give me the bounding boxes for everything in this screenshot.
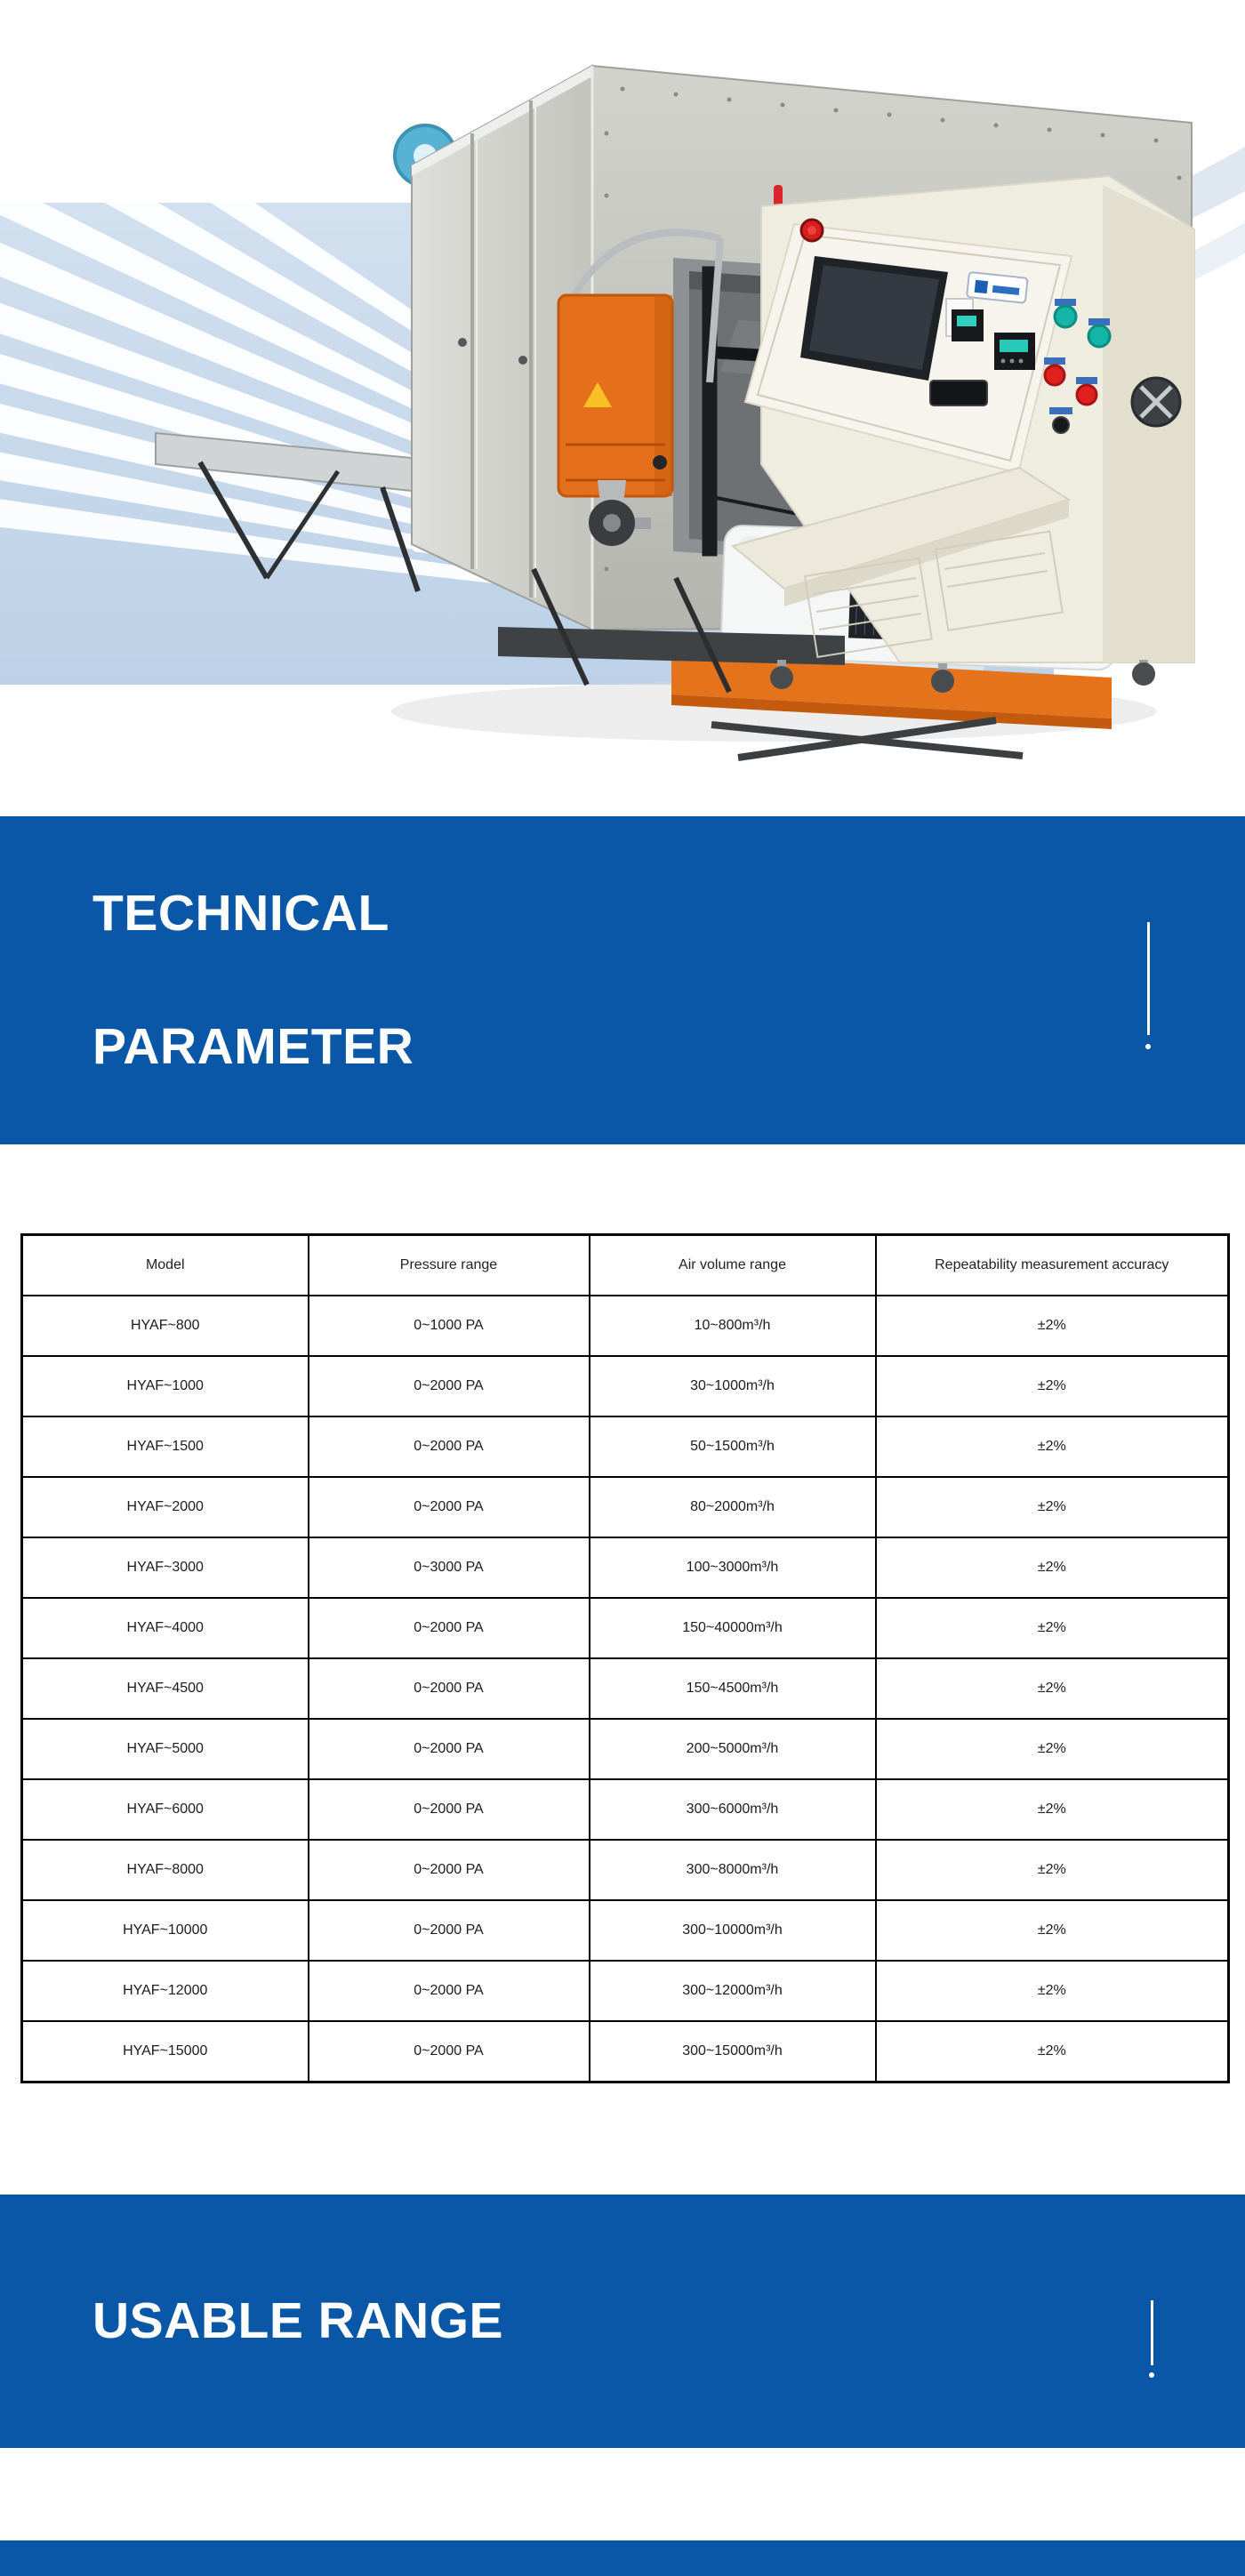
table-cell: 0~2000 PA bbox=[309, 1356, 590, 1416]
table-cell: HYAF~4500 bbox=[22, 1658, 309, 1719]
table-row bbox=[22, 2021, 1229, 2082]
table-cell: ±2% bbox=[876, 1840, 1229, 1900]
brand-logo bbox=[967, 272, 1028, 303]
table-cell: 300~6000m³/h bbox=[590, 1779, 876, 1840]
section-title-line2: PARAMETER bbox=[92, 1018, 414, 1075]
decorative-line bbox=[1147, 922, 1150, 1035]
table-cell: HYAF~10000 bbox=[22, 1900, 309, 1961]
machine-illustration bbox=[0, 0, 1245, 800]
table-cell: HYAF~1500 bbox=[22, 1416, 309, 1477]
table-cell: 50~1500m³/h bbox=[590, 1416, 876, 1477]
decorative-dot bbox=[1145, 1044, 1151, 1049]
table-header-cell: Air volume range bbox=[590, 1235, 876, 1296]
table-cell: 300~8000m³/h bbox=[590, 1840, 876, 1900]
table-cell: 0~2000 PA bbox=[309, 1477, 590, 1537]
technical-parameter-table-wrap bbox=[20, 1233, 1230, 2083]
table-cell: HYAF~5000 bbox=[22, 1719, 309, 1779]
name-plate bbox=[930, 381, 987, 405]
table-row bbox=[22, 1416, 1229, 1477]
table-cell: 150~4500m³/h bbox=[590, 1658, 876, 1719]
table-cell: ±2% bbox=[876, 2021, 1229, 2082]
table-row bbox=[22, 1598, 1229, 1658]
table-cell: 300~15000m³/h bbox=[590, 2021, 876, 2082]
table-cell: 80~2000m³/h bbox=[590, 1477, 876, 1537]
cooling-fan-icon bbox=[1132, 378, 1180, 426]
table-cell: 0~2000 PA bbox=[309, 1840, 590, 1900]
table-row bbox=[22, 1779, 1229, 1840]
decorative-dot bbox=[1149, 2372, 1154, 2378]
section-title: USABLE RANGE bbox=[92, 2292, 504, 2349]
table-row bbox=[22, 1961, 1229, 2021]
table-cell: 150~40000m³/h bbox=[590, 1598, 876, 1658]
table-cell: 300~12000m³/h bbox=[590, 1961, 876, 2021]
table-cell: 0~2000 PA bbox=[309, 1961, 590, 2021]
section-title-line1: TECHNICAL bbox=[92, 885, 390, 942]
table-cell: 0~2000 PA bbox=[309, 1416, 590, 1477]
table-row bbox=[22, 1477, 1229, 1537]
table-row bbox=[22, 1296, 1229, 1356]
section-banner-usable-range bbox=[0, 2195, 1245, 2448]
table-cell: 0~2000 PA bbox=[309, 2021, 590, 2082]
table-cell: ±2% bbox=[876, 1477, 1229, 1537]
next-section-banner-edge bbox=[0, 2540, 1245, 2576]
table-cell: HYAF~12000 bbox=[22, 1961, 309, 2021]
table-cell: 100~3000m³/h bbox=[590, 1537, 876, 1598]
section-title bbox=[92, 814, 1245, 1147]
table-row bbox=[22, 1658, 1229, 1719]
table-cell: ±2% bbox=[876, 1537, 1229, 1598]
table-row bbox=[22, 1356, 1229, 1416]
section-banner-technical-parameter bbox=[0, 816, 1245, 1144]
table-row bbox=[22, 1900, 1229, 1961]
decorative-line bbox=[1151, 2300, 1153, 2365]
table-cell: HYAF~4000 bbox=[22, 1598, 309, 1658]
table-cell: 0~2000 PA bbox=[309, 1658, 590, 1719]
table-cell: ±2% bbox=[876, 1719, 1229, 1779]
table-cell: HYAF~6000 bbox=[22, 1779, 309, 1840]
table-cell: HYAF~1000 bbox=[22, 1356, 309, 1416]
table-cell: 0~2000 PA bbox=[309, 1779, 590, 1840]
table-cell: ±2% bbox=[876, 1658, 1229, 1719]
technical-parameter-table bbox=[20, 1233, 1230, 2083]
table-header-row bbox=[22, 1235, 1229, 1296]
table-row bbox=[22, 1537, 1229, 1598]
table-cell: 200~5000m³/h bbox=[590, 1719, 876, 1779]
table-cell: 0~2000 PA bbox=[309, 1719, 590, 1779]
table-cell: 0~2000 PA bbox=[309, 1598, 590, 1658]
table-cell: ±2% bbox=[876, 1356, 1229, 1416]
table-cell: 10~800m³/h bbox=[590, 1296, 876, 1356]
table-cell: HYAF~800 bbox=[22, 1296, 309, 1356]
table-cell: ±2% bbox=[876, 1779, 1229, 1840]
table-cell: HYAF~2000 bbox=[22, 1477, 309, 1537]
table-header-cell: Model bbox=[22, 1235, 309, 1296]
table-cell: 0~2000 PA bbox=[309, 1900, 590, 1961]
table-cell: 30~1000m³/h bbox=[590, 1356, 876, 1416]
product-photo bbox=[0, 0, 1245, 800]
table-cell: HYAF~15000 bbox=[22, 2021, 309, 2082]
table-cell: ±2% bbox=[876, 1598, 1229, 1658]
table-cell: HYAF~3000 bbox=[22, 1537, 309, 1598]
table-cell: ±2% bbox=[876, 1900, 1229, 1961]
emergency-stop-button bbox=[801, 220, 823, 241]
table-header-cell: Pressure range bbox=[309, 1235, 590, 1296]
table-cell: ±2% bbox=[876, 1961, 1229, 2021]
table-row bbox=[22, 1719, 1229, 1779]
table-header-cell: Repeatability measurement accuracy bbox=[876, 1235, 1229, 1296]
table-row bbox=[22, 1840, 1229, 1900]
table-cell: HYAF~8000 bbox=[22, 1840, 309, 1900]
table-cell: 300~10000m³/h bbox=[590, 1900, 876, 1961]
table-cell: ±2% bbox=[876, 1296, 1229, 1356]
table-cell: 0~3000 PA bbox=[309, 1537, 590, 1598]
table-cell: 0~1000 PA bbox=[309, 1296, 590, 1356]
table-cell: ±2% bbox=[876, 1416, 1229, 1477]
